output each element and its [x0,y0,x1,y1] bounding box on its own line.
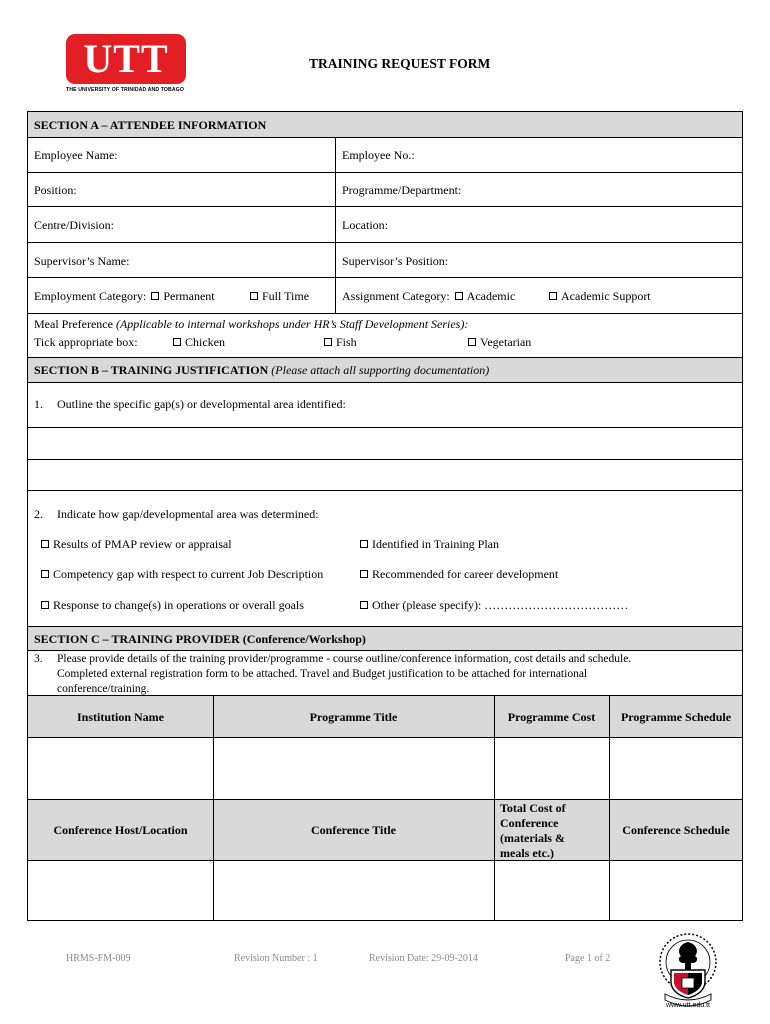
header-cell-conference-host [28,800,213,861]
q1-number: 1. [34,397,43,411]
chicken-checkbox[interactable] [173,338,181,346]
training-plan-label: Identified in Training Plan [372,537,499,551]
conference-schedule-cell[interactable] [610,861,743,921]
q1-row [28,382,742,427]
pmap-label: Results of PMAP review or appraisal [53,537,232,551]
career-label: Recommended for career development [372,567,559,581]
training-plan-option [360,537,499,552]
header-programme-cost: Programme Cost [507,709,596,724]
header-conference-host: Conference Host/Location [53,823,188,837]
section-b-heading: SECTION B – TRAINING JUSTIFICATION [34,363,269,377]
academic-support-option [549,289,651,304]
divider [494,800,495,861]
competency-option [41,567,323,582]
programme-title-cell[interactable] [214,738,494,800]
provider-table-header [28,695,742,737]
seal-url: www.utt.edu.tt [666,1002,710,1009]
utt-logo [66,34,190,93]
section-b-header [28,357,742,382]
permanent-checkbox[interactable] [151,292,159,300]
centre-division-label: Centre/Division: [34,218,114,232]
programme-cost-cell[interactable] [495,738,609,800]
q2-block [28,490,742,626]
assignment-category-label: Assignment Category: [342,289,450,303]
other-label: Other (please specify): ……………………………… [372,598,629,612]
training-plan-checkbox[interactable] [360,540,368,548]
conference-table-header [28,799,742,860]
chicken-label: Chicken [185,335,225,349]
supervisor-name-label: Supervisor’s Name: [34,254,130,268]
provider-table-row [28,737,742,799]
section-c-header [28,626,742,650]
competency-checkbox[interactable] [41,570,49,578]
university-seal-icon [655,926,721,1014]
location-label: Location: [342,218,388,232]
divider [335,207,336,243]
career-checkbox[interactable] [360,570,368,578]
permanent-label: Permanent [163,289,215,303]
header-cell-programme-cost [494,696,609,738]
divider [335,173,336,207]
fish-checkbox[interactable] [324,338,332,346]
section-a [27,111,743,361]
divider [335,138,336,173]
meal-label: Meal Preference [34,317,113,331]
fish-label: Fish [336,335,357,349]
q2-number: 2. [34,507,43,521]
divider [335,278,336,314]
header-institution-name: Institution Name [76,709,164,724]
section-b-note: (Please attach all supporting documentation) [271,363,490,377]
section-a-header [28,111,742,137]
logo-text: UTT [83,36,169,81]
conference-table-row [28,860,742,921]
pmap-checkbox[interactable] [41,540,49,548]
section-b-heading-wrap [34,363,489,378]
q1-answer-line-2[interactable] [28,459,742,490]
q2-text: Indicate how gap/developmental area was determined: [57,507,319,521]
vegetarian-label: Vegetarian [480,335,532,349]
header-programme-title: Programme Title [309,709,398,724]
programme-department-label: Programme/Department: [342,183,462,197]
divider [335,243,336,278]
academic-support-checkbox[interactable] [549,292,557,300]
footer-revision-date: Revision Date: 29-09-2014 [369,953,478,964]
q3-line-1: Please provide details of the training provider/programme - course outline/conference information, cost details and schedule. [57,653,632,665]
competency-label: Competency gap with respect to current Job Description [53,567,324,581]
form-title: TRAINING REQUEST FORM [309,56,491,71]
career-option [360,567,558,582]
header-cell-conference-schedule [609,800,743,861]
footer-revision-number: Revision Number : 1 [234,953,318,964]
change-label: Response to change(s) in operations or overall goals [53,598,304,612]
footer-form-code: HRMS-FM-009 [66,953,131,964]
conference-host-cell[interactable] [28,861,213,921]
row-supervisor [28,242,742,277]
footer-page-number: Page 1 of 2 [565,953,611,964]
employment-category [34,289,215,304]
academic-support-label: Academic Support [561,289,651,303]
q3-number: 3. [34,653,43,665]
other-option [360,598,628,613]
meal-preference [34,317,468,332]
programme-schedule-cell[interactable] [610,738,743,800]
conference-cost-cell[interactable] [495,861,609,921]
employee-name-label: Employee Name: [34,148,118,162]
vegetarian-option [468,335,531,350]
q3-line-3: conference/training. [57,683,150,695]
pmap-option [41,537,232,552]
institution-name-cell[interactable] [28,738,213,800]
conference-title-cell[interactable] [214,861,494,921]
header-cell-institution [28,696,213,738]
q3-line-2: Completed external registration form to be attached. Travel and Budget justification to be attached for international [57,668,588,680]
q1-text: Outline the specific gap(s) or developmental area identified: [57,397,346,411]
header-cell-total-cost [500,800,609,861]
row-employee [28,137,742,172]
q1-answer-line-1[interactable] [28,427,742,459]
vegetarian-checkbox[interactable] [468,338,476,346]
employee-no-label: Employee No.: [342,148,415,162]
full-time-checkbox[interactable] [250,292,258,300]
academic-checkbox[interactable] [455,292,463,300]
header-total-cost-line: (materials & [500,830,565,845]
chicken-option [173,335,225,350]
assignment-category [342,289,515,304]
logo-badge [66,34,186,84]
logo-subtitle: THE UNIVERSITY OF TRINIDAD AND TOBAGO [66,87,185,93]
row-position [28,172,742,206]
header-cell-conference-title [213,800,494,861]
other-checkbox[interactable] [360,601,368,609]
academic-label: Academic [466,289,516,303]
header-cell-programme-title [213,696,494,738]
row-meal [28,313,742,361]
header-conference-title: Conference Title [311,823,396,837]
tick-box-label: Tick appropriate box: [34,335,138,349]
change-checkbox[interactable] [41,601,49,609]
header-total-cost-line: meals etc.) [500,845,554,860]
header-conference-schedule: Conference Schedule [622,823,730,837]
header-programme-schedule: Programme Schedule [620,709,732,724]
row-categories [28,277,742,313]
position-label: Position: [34,183,77,197]
supervisor-position-label: Supervisor’s Position: [342,254,449,268]
fish-option [324,335,357,350]
header-cell-programme-schedule [609,696,743,738]
employment-category-label: Employment Category: [34,289,147,303]
q3-row [28,650,742,695]
section-a-heading: SECTION A – ATTENDEE INFORMATION [34,118,267,132]
full-time-option [250,289,309,304]
meal-note: (Applicable to internal workshops under HR’s Staff Development Series): [115,317,469,331]
row-centre [28,206,742,242]
section-c [27,626,743,921]
section-b [27,357,743,626]
header-total-cost-line: Conference [500,815,559,830]
change-option [41,598,304,613]
full-time-label: Full Time [262,289,310,303]
header-total-cost-line: Total Cost of [500,800,566,815]
section-c-heading: SECTION C – TRAINING PROVIDER (Conference/Workshop) [34,632,366,646]
